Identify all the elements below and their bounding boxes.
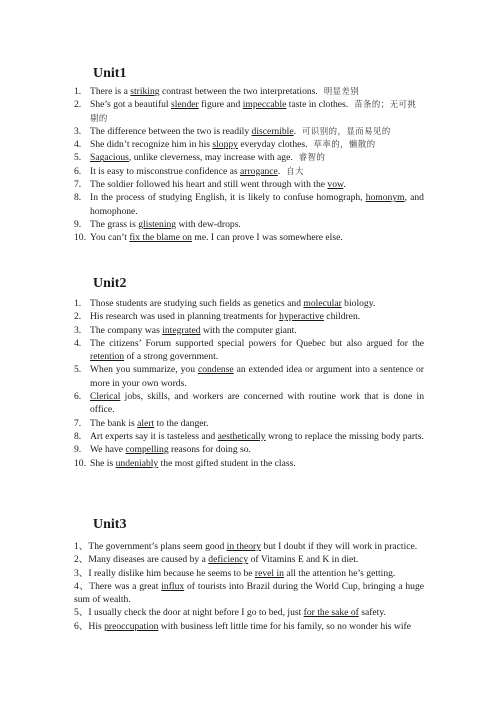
vocab-term: for the sake of (303, 607, 359, 619)
sentence-text: The difference between the two is readily (90, 125, 252, 137)
sentence-text: of a strong government. (124, 351, 219, 363)
sentence-text: You can’t (90, 232, 130, 244)
vocab-term: deficiency (208, 554, 249, 566)
sentence-item (74, 363, 424, 390)
sentence-text: taste in clothes. (286, 99, 349, 111)
item-number: 3、 (74, 567, 89, 579)
item-number: 1. (74, 86, 82, 97)
sentence-item (74, 443, 424, 456)
sentence-item (74, 324, 424, 337)
vocab-term: hyperactive (279, 311, 324, 323)
item-number: 7. (74, 417, 82, 429)
sentence-item (74, 231, 424, 244)
sentence-item (74, 337, 424, 364)
sentence-text: , unlike cleverness, may increase with age. (128, 152, 293, 164)
item-number: 4、 (74, 580, 90, 592)
sentence-item (74, 178, 424, 191)
vocab-term: in theory (226, 541, 262, 552)
unit-heading: Unit3 (93, 517, 127, 532)
item-number: 8. (74, 430, 82, 442)
unit-heading: Unit1 (93, 66, 127, 81)
sentence-text: with business left little time for his family, so no wonder his wife (158, 620, 411, 632)
sentence-item (74, 567, 424, 580)
item-number: 5. (74, 152, 82, 164)
sentence-list (74, 297, 424, 470)
item-number: 6. (74, 165, 82, 177)
vocab-term: striking (130, 86, 160, 97)
sentence-text: There is a (90, 86, 131, 97)
sentence-text: with dew-drops. (176, 218, 241, 230)
item-number: 3. (74, 324, 82, 336)
sentence-text: The company was (90, 324, 163, 336)
sentence-item (74, 310, 424, 323)
vocab-term: influx (161, 580, 185, 592)
sentence-text: me. I can prove I was somewhere else. (191, 232, 343, 244)
sentence-text: Many diseases are caused by a (88, 554, 209, 566)
vocab-term: preoccupation (104, 620, 159, 632)
sentence-item (74, 540, 424, 553)
sentence-item (74, 417, 424, 430)
item-number: 6. (74, 391, 82, 403)
item-number: 8. (74, 192, 82, 204)
sentence-list (74, 85, 424, 245)
sentence-text: It is easy to misconstrue confidence as (90, 165, 240, 177)
vocab-term: retention (90, 351, 125, 363)
sentence-text: of Vitamins E and K in diet. (248, 554, 359, 566)
sentence-item (74, 390, 424, 417)
sentence-list (74, 540, 424, 633)
sentence-text: The bank is (90, 417, 138, 429)
unit-heading: Unit2 (93, 276, 127, 291)
chinese-gloss: 可识别的，显而易见的 (302, 125, 391, 136)
chinese-gloss: 草率的，懒散的 (313, 139, 376, 150)
sentence-item (74, 98, 424, 125)
sentence-item (74, 165, 424, 178)
vocab-term: discernible (251, 125, 294, 137)
sentence-item (74, 218, 424, 231)
sentence-text: She is (90, 457, 116, 469)
vocab-term: arrogance (240, 165, 278, 177)
item-number: 1. (74, 298, 82, 309)
sentence-text: the most gifted student in the class. (158, 457, 296, 469)
vocab-term: compelling (125, 444, 169, 456)
sentence-text: There was a great (89, 580, 162, 592)
item-number: 2. (74, 311, 82, 323)
sentence-text: children. (323, 311, 361, 323)
item-number: 7. (74, 179, 82, 191)
vocab-term: Clerical (90, 391, 121, 403)
vocab-term: revel in (254, 567, 284, 579)
item-number: 9. (74, 218, 82, 230)
sentence-item (74, 580, 424, 607)
sentence-item (74, 457, 424, 470)
sentence-text: She didn’t recognize him in his (90, 139, 213, 151)
sentence-text: safety. (358, 607, 386, 619)
sentence-text: The grass is (90, 218, 139, 230)
item-number: 9. (74, 444, 82, 456)
sentence-text: His research was used in planning treatments for (90, 311, 280, 323)
vocab-term: vow (327, 179, 344, 191)
sentence-text: contrast between the two interpretations. (159, 86, 318, 97)
sentence-item (74, 125, 424, 138)
sentence-text: The soldier followed his heart and still went through with the (90, 179, 328, 191)
vocab-term: aesthetically (217, 430, 266, 442)
sentence-item (74, 430, 424, 443)
sentence-text: figure and (198, 99, 243, 111)
vocab-term: molecular (303, 298, 342, 309)
sentence-text: When you summarize, you (90, 364, 198, 376)
sentence-text: The government’s plans seem good (88, 541, 227, 552)
sentence-text: everyday clothes. (237, 139, 308, 151)
item-number: 2. (74, 99, 82, 111)
sentence-text: Those students are studying such fields as genetics and (90, 298, 304, 309)
sentence-text: all the attention he’s getting. (283, 567, 396, 579)
sentence-text: . (343, 179, 346, 191)
sentence-text: . (277, 165, 281, 177)
item-number: 5. (74, 364, 82, 376)
sentence-item (74, 553, 424, 566)
sentence-text: an extended idea or argument into a sentence or more in your own words. (90, 364, 424, 389)
vocab-term: Sagacious (90, 152, 129, 164)
sentence-text: I usually check the door at night before I go to bed, just (88, 607, 304, 619)
sentence-text: jobs, skills, and workers are concerned with routine work that is done in office. (90, 391, 424, 416)
sentence-item (74, 297, 424, 310)
chinese-gloss: 苗条的；无可挑剔的 (90, 99, 417, 123)
sentence-item (74, 606, 424, 619)
item-number: 4. (74, 337, 82, 349)
sentence-text: In the process of studying English, it is likely to confuse homograph, (90, 192, 366, 204)
chinese-gloss: 睿智的 (298, 152, 326, 163)
item-number: 6、 (74, 620, 89, 632)
vocab-term: glistening (138, 218, 177, 230)
vocab-term: impeccable (242, 99, 287, 111)
item-number: 2、 (74, 554, 89, 566)
sentence-text: biology. (341, 298, 376, 309)
sentence-item (74, 85, 424, 98)
vocab-term: sloppy (212, 139, 238, 151)
sentence-text: but I doubt if they will work in practice. (261, 541, 418, 552)
vocab-term: undeniably (115, 457, 159, 469)
vocab-term: slender (171, 99, 199, 111)
sentence-item (74, 191, 424, 218)
sentence-text: Art experts say it is tasteless and (90, 430, 218, 442)
vocab-term: homonym (365, 192, 405, 204)
sentence-item (74, 138, 424, 151)
item-number: 3. (74, 125, 82, 137)
vocab-term: fix the blame on (129, 232, 192, 244)
vocab-term: alert (137, 417, 155, 429)
item-number: 4. (74, 139, 82, 151)
sentence-text: with the computer giant. (200, 324, 297, 336)
sentence-text: , and homophone. (90, 192, 424, 217)
sentence-text: The citizens’ Forum supported special powers for Quebec but also argued for the (90, 337, 424, 349)
chinese-gloss: 自大 (286, 165, 304, 176)
sentence-item (74, 151, 424, 164)
sentence-text: to the danger. (154, 417, 209, 429)
sentence-text: wrong to replace the missing body parts. (265, 430, 424, 442)
sentence-item (74, 620, 424, 633)
sentence-text: . (293, 125, 297, 137)
sentence-text: of tourists into Brazil during the World Cup, bringing a huge sum of wealth. (74, 580, 424, 606)
vocab-term: condense (197, 364, 234, 376)
sentence-text: I really dislike him because he seems to be (88, 567, 255, 579)
item-number: 10. (74, 457, 86, 469)
sentence-text: We have (90, 444, 126, 456)
sentence-text: His (88, 620, 105, 632)
chinese-gloss: 明显差别 (323, 86, 360, 96)
item-number: 10. (74, 232, 86, 244)
item-number: 1、 (74, 541, 89, 552)
sentence-text: reasons for doing so. (168, 444, 251, 456)
vocab-term: integrated (162, 324, 201, 336)
item-number: 5、 (74, 607, 89, 619)
sentence-text: She’s got a beautiful (90, 99, 171, 111)
